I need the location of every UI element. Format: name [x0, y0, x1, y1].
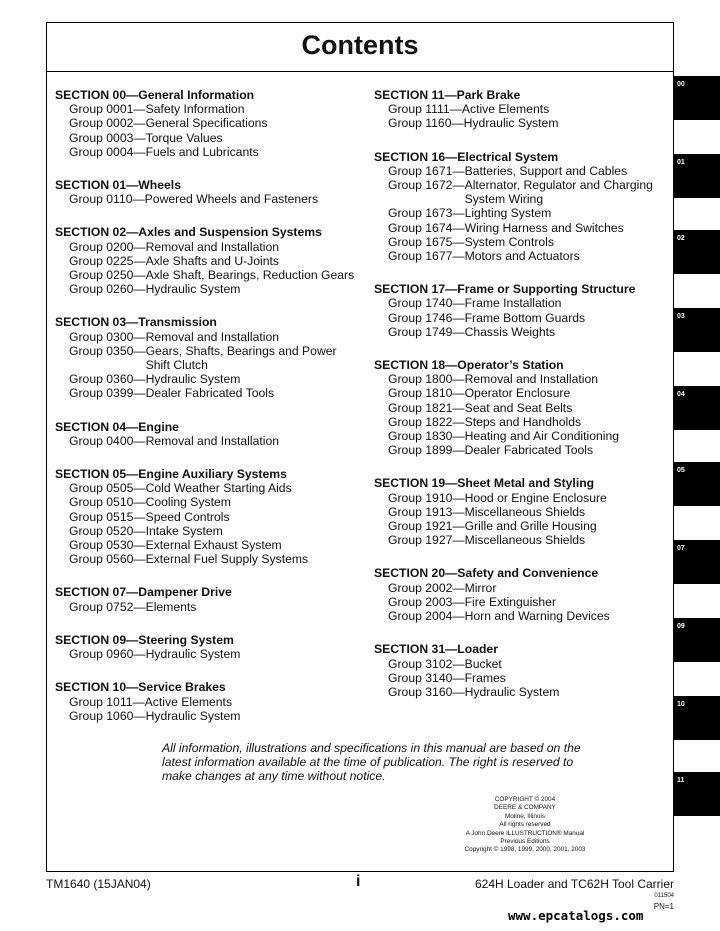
group-number: Group 1749 — [388, 324, 453, 339]
toc-group-entry — [374, 429, 666, 443]
group-number: Group 2004 — [388, 609, 453, 624]
section-tab-10: 10 — [674, 696, 720, 740]
toc-group-entry — [55, 344, 355, 372]
toc-group-entry — [55, 434, 355, 448]
group-name: Heating and Air Conditioning — [464, 429, 620, 444]
toc-section — [55, 315, 355, 400]
em-dash-separator: — — [133, 282, 146, 297]
section-tab-05: 05 — [674, 462, 720, 506]
toc-group-entry — [55, 372, 355, 386]
group-name: Removal and Installation — [145, 239, 280, 254]
group-number: Group 0003 — [69, 130, 134, 145]
em-dash-separator: — — [452, 443, 465, 458]
group-name: Hydraulic System — [145, 282, 241, 297]
group-number: Group 0200 — [69, 239, 134, 254]
em-dash-separator: — — [452, 372, 465, 387]
toc-group-entry — [55, 116, 355, 130]
toc-group-entry — [374, 657, 666, 671]
em-dash-separator: — — [452, 429, 465, 444]
em-dash-separator: — — [133, 144, 146, 159]
page-title: Contents — [301, 30, 419, 60]
group-number: Group 0004 — [69, 144, 134, 159]
group-number: Group 0001 — [69, 102, 134, 117]
group-number: Group 3102 — [388, 656, 453, 671]
group-name: Frames — [464, 670, 506, 685]
em-dash-separator: — — [133, 538, 146, 553]
em-dash-separator: — — [452, 594, 465, 609]
group-name: Fuels and Lubricants — [145, 144, 259, 159]
group-number: Group 0110 — [69, 192, 133, 207]
section-tab-00: 00 — [674, 76, 720, 120]
em-dash-separator: — — [133, 509, 146, 524]
em-dash-separator: — — [452, 324, 465, 339]
group-number: Group 0530 — [69, 538, 134, 553]
toc-section — [374, 566, 666, 623]
group-name: Frame Bottom Guards — [464, 310, 586, 325]
group-name: Hydraulic System — [145, 372, 241, 387]
group-name: Miscellaneous Shields — [464, 533, 586, 548]
group-name: Steps and Handholds — [464, 414, 582, 429]
group-number: Group 1060 — [69, 708, 134, 723]
em-dash-separator: — — [452, 220, 465, 235]
em-dash-separator: — — [452, 310, 465, 325]
toc-group-entry — [374, 386, 666, 400]
group-number: Group 1674 — [388, 220, 453, 235]
group-number: Group 1921 — [388, 519, 453, 534]
em-dash-separator: — — [133, 343, 146, 358]
group-name: Frame Installation — [464, 296, 562, 311]
toc-section — [55, 420, 355, 448]
section-title: SECTION 07—Dampener Drive — [55, 585, 232, 600]
toc-section — [55, 680, 355, 723]
toc-group-entry — [55, 282, 355, 296]
copyright-line: DEERE & COMPANY — [494, 804, 556, 812]
section-title: SECTION 05—Engine Auxiliary Systems — [55, 467, 287, 482]
em-dash-separator: — — [452, 386, 465, 401]
em-dash-separator: — — [452, 670, 465, 685]
section-tab-11: 11 — [674, 772, 720, 816]
group-name: Chassis Weights — [464, 324, 556, 339]
em-dash-separator: — — [133, 253, 146, 268]
toc-section — [374, 476, 666, 547]
toc-group-entry — [55, 254, 355, 268]
group-number: Group 2002 — [388, 580, 453, 595]
group-number: Group 1160 — [388, 116, 452, 131]
toc-group-entry — [55, 538, 355, 552]
footer-code: 011504 — [654, 893, 674, 899]
group-name: Dealer Fabricated Tools — [145, 386, 275, 401]
em-dash-separator: — — [133, 386, 146, 401]
toc-group-entry — [55, 600, 355, 614]
footer-manual-id: TM1640 (15JAN04) — [46, 877, 151, 891]
em-dash-separator: — — [133, 708, 146, 723]
copyright-line: A John Deere ILLUSTRUCTION® Manual — [465, 829, 585, 837]
toc-group-entry — [374, 609, 666, 623]
toc-section — [55, 225, 355, 296]
em-dash-separator: — — [452, 296, 465, 311]
toc-group-entry — [55, 102, 355, 116]
group-number: Group 1677 — [388, 249, 453, 264]
group-number: Group 1810 — [388, 386, 453, 401]
em-dash-separator: — — [449, 102, 462, 117]
toc-group-entry — [374, 102, 666, 116]
em-dash-separator: — — [133, 329, 146, 344]
group-number: Group 0960 — [69, 647, 134, 662]
group-number: Group 0300 — [69, 329, 134, 344]
group-name: Fire Extinguisher — [464, 594, 557, 609]
toc-section — [374, 88, 666, 131]
section-tab-07: 07 — [674, 540, 720, 584]
em-dash-separator: — — [452, 490, 465, 505]
group-name: External Fuel Supply Systems — [145, 552, 309, 567]
em-dash-separator: — — [452, 234, 465, 249]
group-number: Group 0002 — [69, 116, 134, 131]
footer-manual-title: 624H Loader and TC62H Tool Carrier — [474, 877, 674, 891]
em-dash-separator: — — [133, 481, 146, 496]
group-number: Group 1927 — [388, 533, 453, 548]
group-name: Hydraulic System — [464, 684, 560, 699]
group-number: Group 0510 — [69, 495, 134, 510]
toc-group-entry — [374, 519, 666, 533]
group-number: Group 1746 — [388, 310, 453, 325]
toc-group-entry — [374, 505, 666, 519]
group-number: Group 1910 — [388, 490, 453, 505]
group-number: Group 3140 — [388, 670, 453, 685]
group-number: Group 1675 — [388, 234, 453, 249]
group-number: Group 1800 — [388, 372, 453, 387]
toc-section — [374, 282, 666, 339]
toc-group-entry — [374, 221, 666, 235]
group-name: Axle Shafts and U-Joints — [145, 253, 280, 268]
toc-group-entry — [374, 671, 666, 685]
group-name: Safety Information — [145, 102, 245, 117]
section-title: SECTION 03—Transmission — [55, 315, 217, 330]
toc-group-entry — [55, 192, 355, 206]
em-dash-separator: — — [132, 192, 145, 207]
section-tab-09: 09 — [674, 618, 720, 662]
section-title: SECTION 04—Engine — [55, 419, 179, 434]
group-name: Seat and Seat Belts — [464, 400, 573, 415]
section-tab-03: 03 — [674, 308, 720, 352]
toc-group-entry — [374, 443, 666, 457]
toc-group-entry — [55, 145, 355, 159]
copyright-line: Copyright © 1998, 1999, 2000, 2001, 2003 — [464, 846, 586, 854]
toc-group-entry — [55, 552, 355, 566]
group-name: Hydraulic System — [145, 647, 241, 662]
em-dash-separator: — — [452, 163, 465, 178]
em-dash-separator: — — [451, 116, 464, 131]
group-name: Removal and Installation — [464, 372, 599, 387]
group-name: Bucket — [464, 656, 502, 671]
section-title: SECTION 19—Sheet Metal and Styling — [374, 476, 595, 491]
group-name: Cold Weather Starting Aids — [145, 481, 292, 496]
section-title: SECTION 18—Operator’s Station — [374, 358, 564, 373]
group-name: Removal and Installation — [145, 433, 280, 448]
toc-section — [55, 585, 355, 613]
contents-left-column — [55, 88, 355, 742]
toc-group-entry — [374, 595, 666, 609]
group-name: Intake System — [145, 523, 223, 538]
toc-group-entry — [55, 330, 355, 344]
toc-group-entry — [374, 116, 666, 130]
section-tab-01: 01 — [674, 154, 720, 198]
group-number: Group 0400 — [69, 433, 134, 448]
toc-group-entry — [374, 401, 666, 415]
copyright-block — [440, 796, 610, 855]
group-name: Alternator, Regulator and Charging System Wiring — [464, 178, 653, 207]
group-number: Group 1899 — [388, 443, 453, 458]
group-name: Gears, Shafts, Bearings and Power Shift Clutch — [145, 343, 337, 373]
section-title: SECTION 00—General Information — [55, 88, 255, 102]
toc-group-entry — [374, 311, 666, 325]
em-dash-separator: — — [452, 656, 465, 671]
toc-section — [55, 88, 355, 159]
toc-group-entry — [374, 491, 666, 505]
em-dash-separator: — — [452, 178, 465, 193]
group-name: General Specifications — [145, 116, 268, 131]
group-number: Group 0260 — [69, 282, 134, 297]
em-dash-separator: — — [132, 694, 145, 709]
group-name: Dealer Fabricated Tools — [464, 443, 594, 458]
copyright-line: Moline, Illinois — [504, 812, 546, 820]
toc-group-entry — [55, 510, 355, 524]
em-dash-separator: — — [133, 239, 146, 254]
section-title: SECTION 10—Service Brakes — [55, 680, 226, 695]
toc-section — [374, 642, 666, 699]
group-number: Group 1672 — [388, 178, 453, 193]
group-number: Group 0225 — [69, 253, 134, 268]
group-name: Speed Controls — [145, 509, 230, 524]
group-name: Active Elements — [144, 694, 233, 709]
section-title: SECTION 16—Electrical System — [374, 149, 559, 164]
group-name: Elements — [145, 599, 197, 614]
toc-group-entry — [55, 268, 355, 282]
toc-group-entry — [55, 524, 355, 538]
group-name: Hood or Engine Enclosure — [464, 490, 607, 505]
toc-group-entry — [374, 325, 666, 339]
toc-group-entry — [374, 533, 666, 547]
em-dash-separator: — — [452, 504, 465, 519]
group-number: Group 1740 — [388, 296, 453, 311]
group-number: Group 0515 — [69, 509, 134, 524]
group-number: Group 1671 — [388, 163, 453, 178]
group-name: Hydraulic System — [463, 116, 559, 131]
em-dash-separator: — — [452, 533, 465, 548]
group-name: Batteries, Support and Cables — [464, 163, 628, 178]
group-name: External Exhaust System — [145, 538, 282, 553]
group-number: Group 1111 — [388, 102, 450, 117]
em-dash-separator: — — [452, 414, 465, 429]
section-title: SECTION 01—Wheels — [55, 178, 181, 193]
section-tab-02: 02 — [674, 230, 720, 274]
group-name: Grille and Grille Housing — [464, 519, 597, 534]
copyright-line: COPYRIGHT © 2004 — [494, 796, 556, 803]
group-number: Group 1821 — [388, 400, 453, 415]
publication-note: All information, illustrations and specifications in this manual are based on the latest information available at the time of publication. The right is reserved to make changes at any time without notice. — [162, 741, 581, 783]
group-name: Miscellaneous Shields — [464, 504, 586, 519]
section-title: SECTION 11—Park Brake — [374, 88, 521, 102]
toc-group-entry — [374, 206, 666, 220]
em-dash-separator: — — [133, 552, 146, 567]
section-title: SECTION 09—Steering System — [55, 632, 234, 647]
group-name: Horn and Warning Devices — [464, 609, 610, 624]
section-title: SECTION 31—Loader — [374, 642, 498, 657]
group-name: Wiring Harness and Switches — [464, 220, 624, 235]
em-dash-separator: — — [133, 433, 146, 448]
toc-section — [55, 178, 355, 206]
em-dash-separator: — — [133, 599, 146, 614]
toc-group-entry — [374, 581, 666, 595]
group-number: Group 3160 — [388, 684, 453, 699]
group-name: Motors and Actuators — [464, 249, 580, 264]
toc-section — [374, 150, 666, 264]
em-dash-separator: — — [133, 372, 146, 387]
group-number: Group 0752 — [69, 599, 134, 614]
toc-group-entry — [55, 481, 355, 495]
group-number: Group 0350 — [69, 343, 134, 358]
group-name: Torque Values — [145, 130, 223, 145]
group-name: Cooling System — [145, 495, 231, 510]
toc-group-entry — [374, 178, 666, 206]
toc-group-entry — [55, 647, 355, 661]
em-dash-separator: — — [133, 102, 146, 117]
group-name: Lighting System — [464, 206, 552, 221]
group-name: System Controls — [464, 234, 554, 249]
em-dash-separator: — — [452, 684, 465, 699]
toc-section — [374, 358, 666, 457]
toc-group-entry — [374, 296, 666, 310]
contents-right-column — [374, 88, 666, 718]
em-dash-separator: — — [133, 130, 146, 145]
group-name: Active Elements — [461, 102, 550, 117]
em-dash-separator: — — [133, 647, 146, 662]
section-tab-04: 04 — [674, 386, 720, 430]
em-dash-separator: — — [452, 580, 465, 595]
toc-group-entry — [55, 709, 355, 723]
em-dash-separator: — — [133, 268, 146, 283]
em-dash-separator: — — [133, 116, 146, 131]
em-dash-separator: — — [452, 400, 465, 415]
group-number: Group 2003 — [388, 594, 453, 609]
toc-group-entry — [374, 249, 666, 263]
watermark: www.epcatalogs.com — [508, 908, 644, 923]
group-number: Group 1011 — [69, 694, 133, 709]
footer-pn: PN=1 — [653, 902, 674, 911]
group-number: Group 1822 — [388, 414, 453, 429]
group-number: Group 0520 — [69, 523, 134, 538]
copyright-line: Previous Editions — [500, 838, 550, 846]
toc-group-entry — [374, 415, 666, 429]
toc-group-entry — [55, 131, 355, 145]
toc-group-entry — [55, 495, 355, 509]
copyright-line: All rights reserved — [499, 821, 551, 829]
toc-group-entry — [374, 164, 666, 178]
group-number: Group 1673 — [388, 206, 453, 221]
toc-group-entry — [55, 386, 355, 400]
toc-group-entry — [55, 240, 355, 254]
group-name: Mirror — [464, 580, 497, 595]
em-dash-separator: — — [452, 249, 465, 264]
toc-group-entry — [374, 685, 666, 699]
title-divider — [46, 71, 674, 72]
section-title: SECTION 20—Safety and Convenience — [374, 566, 599, 581]
em-dash-separator: — — [452, 609, 465, 624]
group-number: Group 0360 — [69, 372, 134, 387]
group-number: Group 1830 — [388, 429, 453, 444]
toc-section — [55, 467, 355, 566]
em-dash-separator: — — [133, 495, 146, 510]
footer-page-number: i — [356, 873, 361, 890]
toc-section — [55, 633, 355, 661]
em-dash-separator: — — [452, 206, 465, 221]
group-number: Group 0250 — [69, 268, 134, 283]
group-name: Hydraulic System — [145, 708, 241, 723]
group-name: Operator Enclosure — [464, 386, 571, 401]
group-name: Axle Shaft, Bearings, Reduction Gears — [145, 268, 355, 283]
toc-group-entry — [374, 235, 666, 249]
toc-group-entry — [55, 695, 355, 709]
section-title: SECTION 02—Axles and Suspension Systems — [55, 225, 322, 240]
group-number: Group 0505 — [69, 481, 134, 496]
group-number: Group 0399 — [69, 386, 134, 401]
em-dash-separator: — — [452, 519, 465, 534]
toc-group-entry — [374, 372, 666, 386]
group-number: Group 1913 — [388, 504, 453, 519]
group-name: Powered Wheels and Fasteners — [144, 192, 319, 207]
section-title: SECTION 17—Frame or Supporting Structure — [374, 282, 636, 297]
group-name: Removal and Installation — [145, 329, 280, 344]
group-number: Group 0560 — [69, 552, 134, 567]
em-dash-separator: — — [133, 523, 146, 538]
